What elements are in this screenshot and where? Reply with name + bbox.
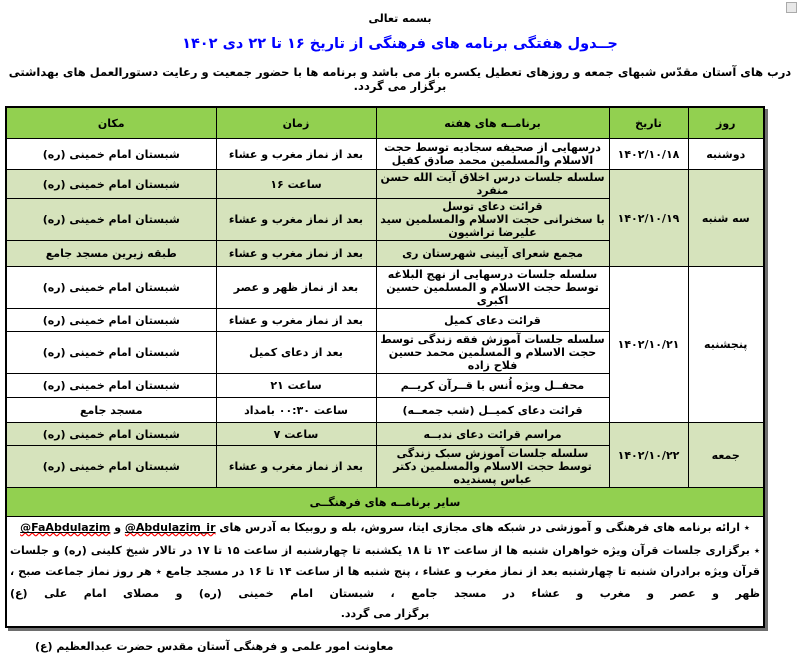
cell-date: ۱۴۰۲/۱۰/۲۱ (609, 267, 688, 423)
cell-program: قرائت دعای کمیل (376, 309, 609, 332)
table-header-row (6, 107, 764, 139)
cell-time: بعد از نماز ظهر و عصر (216, 267, 376, 309)
cell-place: شبستان امام خمینی (ره) (6, 199, 216, 241)
page-title: جــدول هفتگی برنامه های فرهنگی از تاریخ ۱۶ تا ۲۲ دی ۱۴۰۲ (182, 36, 618, 52)
cell-time: ساعت ۷ (216, 423, 376, 446)
conjunction-text: و (114, 521, 122, 534)
cell-program: سلسله جلسات درس اخلاق آیت الله حسن منفرد (376, 170, 609, 199)
cell-program: محفــل ویژه اُنس با قــرآن کریــم (376, 374, 609, 398)
weekly-schedule-table (5, 106, 765, 628)
cell-program: سلسله جلسات آموزش فقه زندگی توسط حجت الاسلام و المسلمین محمد حسین فلاح زاده (376, 332, 609, 374)
header-program: برنامــه های هفته (376, 107, 609, 139)
quran-sessions-note: ٭ برگزاری جلسات قرآن ویژه خواهران شنبه ها از ساعت ۱۳ تا ۱۸ یکشنبه تا چهارشنبه از ساعت ۱۵ تا ۱۷ در تالار شیخ کلینی (ره) و جلسات قرآن ویژه برادران شنبه تا چهارشنبه بعد از نماز مغرب و عشاء ، پنج شنبه ها از ساعت ۱۴ تا ۱۶ در مسجد جامع ٭ هر روز نماز جماعت صبح ، ظهر و عصر و مغرب و عشاء در مسجد جامع ، شبستان امام خمینی (ره) و مصلای امام علی (ع) (10, 543, 761, 600)
bismillah-text: بسمه تعالی (368, 12, 432, 25)
cell-program: درسهایی از صحیفه سجادیه توسط حجت الاسلام والمسلمین محمد صادق کفیل (376, 139, 609, 170)
cell-day: دوشنبه (688, 139, 764, 170)
program-line-2: با سخنرانی حجت الاسلام والمسلمین سید علیرضا تراشیون (380, 213, 605, 239)
cell-time: ساعت ۱۶ (216, 170, 376, 199)
cell-time: ساعت ۰۰:۳۰ بامداد (216, 398, 376, 423)
header-date: تاریخ (609, 107, 688, 139)
cell-date: ۱۴۰۲/۱۰/۲۲ (609, 423, 688, 488)
social-handle-link[interactable]: @Abdulazim_ir (124, 521, 216, 534)
cell-day: سه شنبه (688, 170, 764, 267)
other-programs-banner: سایر برنامــه های فرهنگــی (6, 488, 764, 517)
cell-day: جمعه (688, 423, 764, 488)
social-note-text: ٭ ارائه برنامه های فرهنگی و آموزشی در شبکه های مجازی ایتا، سروش، بله و روبیکا به آدرس های (219, 521, 750, 534)
cell-program: مجمع شعرای آیینی شهرستان ری (376, 241, 609, 267)
cell-place: شبستان امام خمینی (ره) (6, 423, 216, 446)
cell-place: شبستان امام خمینی (ره) (6, 309, 216, 332)
cell-time: بعد از نماز مغرب و عشاء (216, 139, 376, 170)
program-line-1: قرائت دعای توسل (442, 200, 543, 213)
signature-line: معاونت امور علمی و فرهنگی آستان مقدس حضرت عبدالعظیم (ع) (35, 640, 394, 653)
cell-place: طبقه زیرین مسجد جامع (6, 241, 216, 267)
cell-place: شبستان امام خمینی (ره) (6, 446, 216, 488)
header-day: روز (688, 107, 764, 139)
cell-place: شبستان امام خمینی (ره) (6, 374, 216, 398)
cell-program (376, 199, 609, 241)
notes-row (6, 517, 764, 628)
table-row (6, 267, 764, 309)
window-corner-artifact (786, 2, 797, 13)
cell-time: بعد از نماز مغرب و عشاء (216, 446, 376, 488)
table-row (6, 423, 764, 446)
cell-date: ۱۴۰۲/۱۰/۱۸ (609, 139, 688, 170)
cell-time: بعد از نماز مغرب و عشاء (216, 309, 376, 332)
table-row (6, 170, 764, 199)
header-time: زمان (216, 107, 376, 139)
cell-place: شبستان امام خمینی (ره) (6, 139, 216, 170)
page-subtitle: درب های آستان مقدّس شبهای جمعه و روزهای تعطیل یکسره باز می باشد و برنامه ها با حضور جمعیت و رعایت دستورالعمل های بهداشتی برگزار می گردد. (8, 65, 792, 93)
note-closing-text: برگزار می گردد. (340, 607, 430, 621)
cell-place: شبستان امام خمینی (ره) (6, 267, 216, 309)
cell-date: ۱۴۰۲/۱۰/۱۹ (609, 170, 688, 267)
cell-place: مسجد جامع (6, 398, 216, 423)
table-row (6, 139, 764, 170)
cell-time: بعد از نماز مغرب و عشاء (216, 199, 376, 241)
notes-cell (6, 517, 764, 628)
cell-place: شبستان امام خمینی (ره) (6, 170, 216, 199)
cell-program: سلسله جلسات آموزش سبک زندگی توسط حجت الاسلام والمسلمین دکتر عباس پسندیده (376, 446, 609, 488)
cell-program: سلسله جلسات درسهایی از نهج البلاغه توسط حجت الاسلام و المسلمین حسین اکبری (376, 267, 609, 309)
header-place: مکان (6, 107, 216, 139)
cell-program: مراسم قرائت دعای ندبــه (376, 423, 609, 446)
other-programs-banner-row (6, 488, 764, 517)
cell-time: بعد از نماز مغرب و عشاء (216, 241, 376, 267)
social-handle-link[interactable]: @FaAbdulazim (20, 521, 111, 534)
cell-program: قرائت دعای کمیــل (شب جمعــه) (376, 398, 609, 423)
cell-time: بعد از دعای کمیل (216, 332, 376, 374)
cell-time: ساعت ۲۱ (216, 374, 376, 398)
social-media-note (10, 518, 760, 538)
cell-day: پنجشنبه (688, 267, 764, 423)
cell-place: شبستان امام خمینی (ره) (6, 332, 216, 374)
